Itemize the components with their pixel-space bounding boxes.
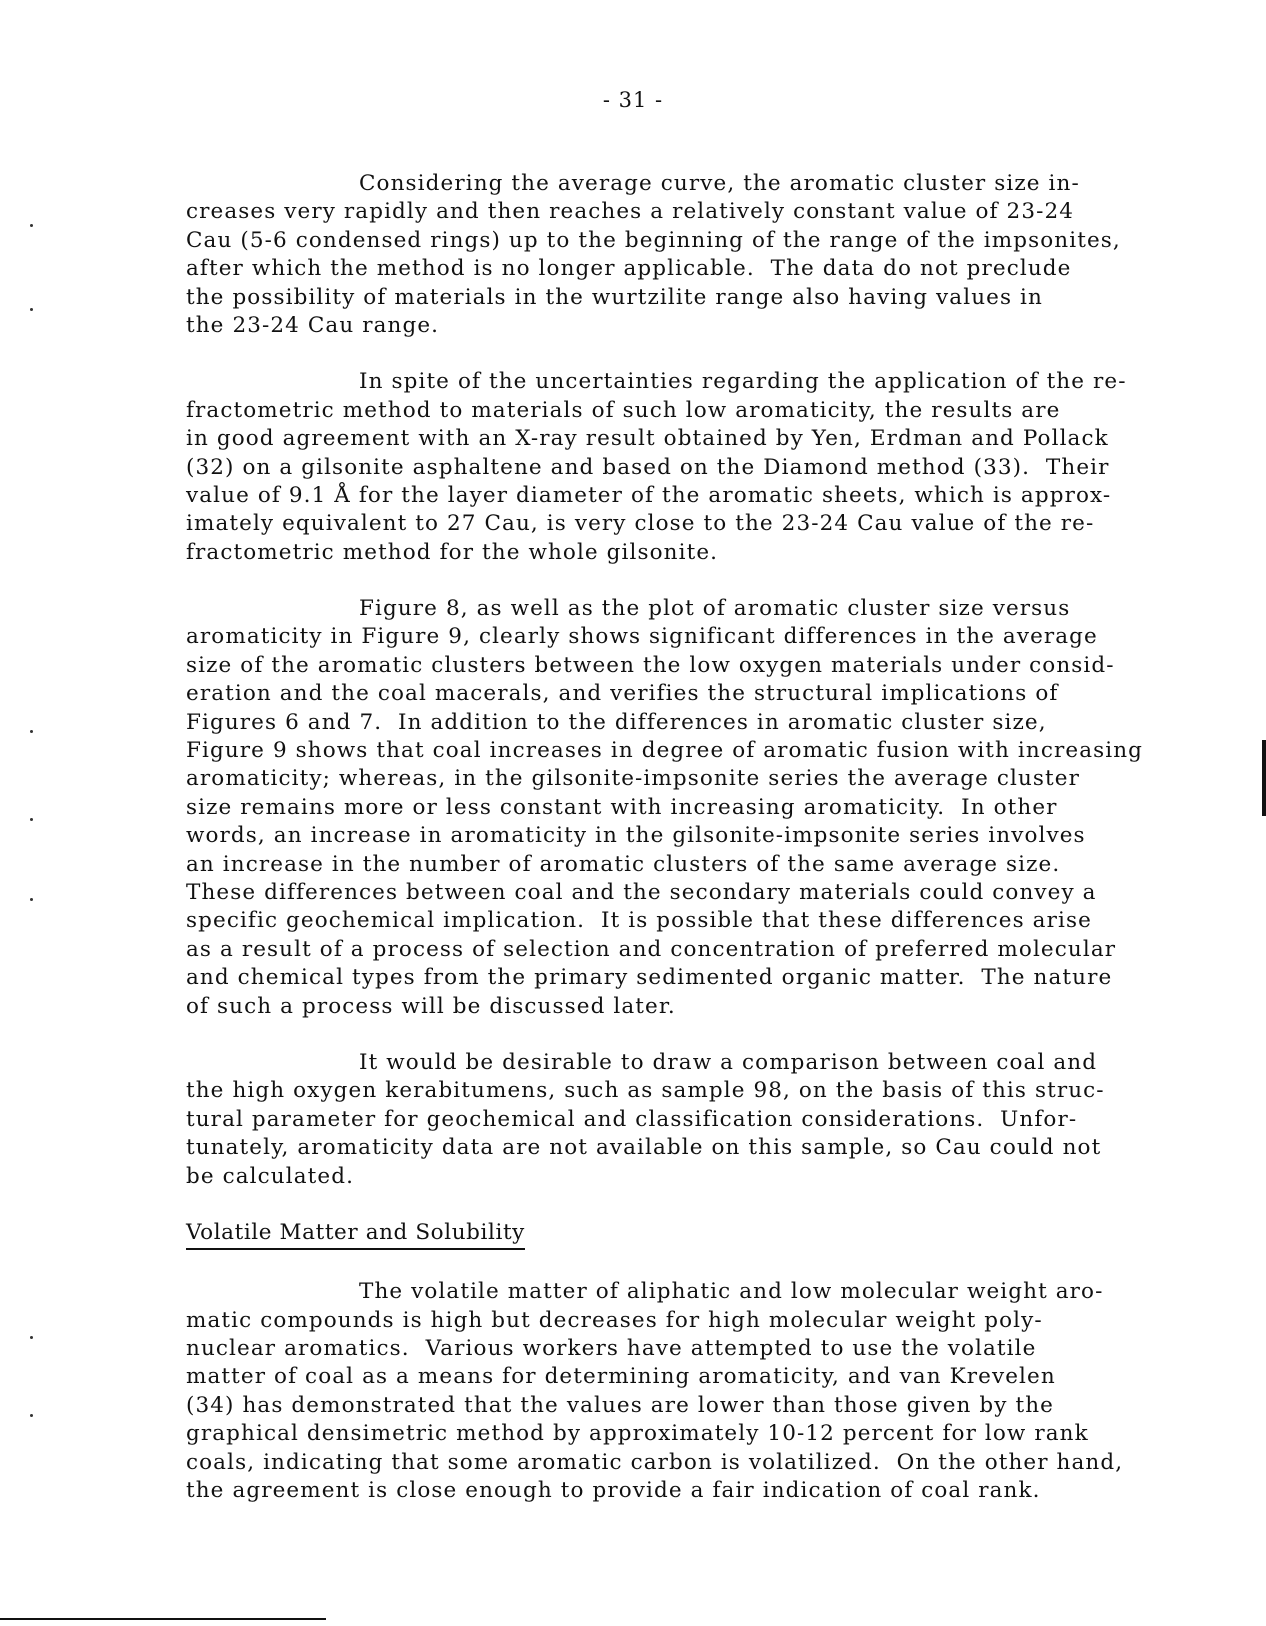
text-line: Figure 9 shows that coal increases in degree of aromatic fusion with increasing: [186, 738, 1144, 764]
text-line: Figure 8, as well as the plot of aromatic cluster size versus: [359, 596, 1071, 622]
text-line: imately equivalent to 27 Cau, is very close to the 23-24 Cau value of the re-: [186, 511, 1095, 537]
text-line: The volatile matter of aliphatic and low molecular weight aro-: [359, 1279, 1104, 1305]
text-line: In spite of the uncertainties regarding the application of the re-: [359, 369, 1127, 395]
margin-speck: [30, 1336, 33, 1339]
text-line: matic compounds is high but decreases for high molecular weight poly-: [186, 1307, 1043, 1333]
text-line: the possibility of materials in the wurtzilite range also having values in: [186, 284, 1043, 310]
text-line: words, an increase in aromaticity in the gilsonite-impsonite series involves: [186, 823, 1086, 849]
text-line: creases very rapidly and then reaches a relatively constant value of 23-24: [186, 199, 1075, 225]
text-line: It would be desirable to draw a comparison between coal and: [359, 1049, 1098, 1075]
text-line: be calculated.: [186, 1163, 354, 1189]
text-line: after which the method is no longer applicable. The data do not preclude: [186, 256, 1072, 282]
margin-speck: [30, 224, 33, 227]
text-line: fractometric method for the whole gilsonite.: [186, 539, 719, 565]
page-number: - 31 -: [602, 88, 664, 112]
text-line: eration and the coal macerals, and verifies the structural implications of: [186, 681, 1059, 707]
text-line: aromaticity; whereas, in the gilsonite-impsonite series the average cluster: [186, 766, 1080, 792]
paragraph-kerabitumens: [186, 1049, 1186, 1191]
scan-edge-mark: [1262, 740, 1266, 816]
text-line: the agreement is close enough to provide a fair indication of coal rank.: [186, 1478, 1041, 1504]
text-line: graphical densimetric method by approximately 10-12 percent for low rank: [186, 1421, 1089, 1447]
text-line: (32) on a gilsonite asphaltene and based on the Diamond method (33). Their: [186, 454, 1110, 480]
paragraph-xray-agreement: [186, 368, 1186, 567]
text-line: the high oxygen kerabitumens, such as sample 98, on the basis of this struc-: [186, 1078, 1105, 1104]
document-body: [186, 170, 1186, 1533]
margin-speck: [30, 898, 33, 901]
text-line: (34) has demonstrated that the values are lower than those given by the: [186, 1392, 1054, 1418]
margin-speck: [30, 308, 33, 311]
text-line: value of 9.1 Å for the layer diameter of the aromatic sheets, which is approx-: [186, 482, 1112, 508]
margin-speck: [30, 730, 33, 733]
text-line: Cau (5-6 condensed rings) up to the beginning of the range of the impsonites,: [186, 227, 1121, 253]
text-line: These differences between coal and the secondary materials could convey a: [186, 879, 1097, 905]
text-line: tunately, aromaticity data are not available on this sample, so Cau could not: [186, 1135, 1102, 1161]
text-line: in good agreement with an X-ray result obtained by Yen, Erdman and Pollack: [186, 426, 1109, 452]
text-line: matter of coal as a means for determining aromaticity, and van Krevelen: [186, 1364, 1056, 1390]
text-line: and chemical types from the primary sedimented organic matter. The nature: [186, 965, 1113, 991]
text-line: aromaticity in Figure 9, clearly shows significant differences in the average: [186, 624, 1098, 650]
paragraph-figure-comparison: [186, 595, 1186, 1021]
section-heading: Volatile Matter and Solubility: [186, 1219, 525, 1250]
text-line: nuclear aromatics. Various workers have attempted to use the volatile: [186, 1336, 1037, 1362]
text-line: an increase in the number of aromatic clusters of the same average size.: [186, 851, 1061, 877]
paragraph-volatile-matter: [186, 1278, 1186, 1505]
text-line: of such a process will be discussed later.: [186, 993, 676, 1019]
text-line: size remains more or less constant with increasing aromaticity. In other: [186, 794, 1058, 820]
text-line: size of the aromatic clusters between the low oxygen materials under consid-: [186, 652, 1115, 678]
margin-speck: [30, 1414, 33, 1417]
text-line: as a result of a process of selection and concentration of preferred molecular: [186, 936, 1117, 962]
text-line: the 23-24 Cau range.: [186, 312, 440, 338]
footnote-rule: [0, 1618, 326, 1620]
text-line: specific geochemical implication. It is possible that these differences arise: [186, 908, 1092, 934]
margin-speck: [30, 818, 33, 821]
text-line: Considering the average curve, the aromatic cluster size in-: [359, 171, 1080, 196]
text-line: Figures 6 and 7. In addition to the differences in aromatic cluster size,: [186, 709, 1047, 735]
paragraph-aromatic-cluster-curve: [186, 170, 1186, 340]
text-line: fractometric method to materials of such low aromaticity, the results are: [186, 397, 1061, 423]
text-line: tural parameter for geochemical and classification considerations. Unfor-: [186, 1106, 1078, 1132]
text-line: coals, indicating that some aromatic carbon is volatilized. On the other hand,: [186, 1449, 1124, 1475]
